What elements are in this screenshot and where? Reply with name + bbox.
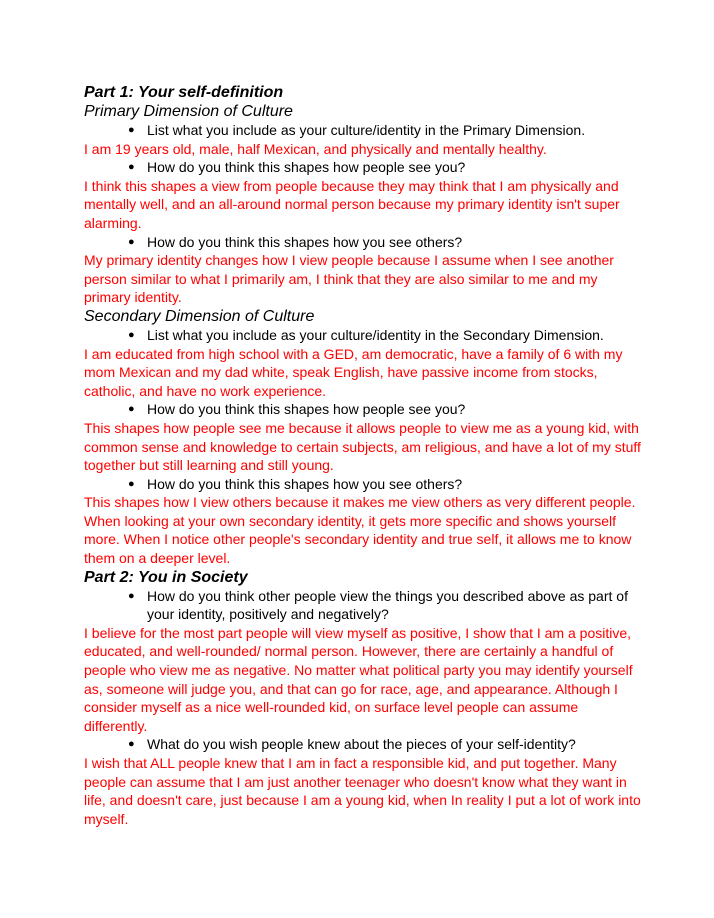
primary-question-2	[84, 158, 644, 177]
question-text: List what you include as your culture/identity in the Primary Dimension.	[147, 122, 586, 138]
part2-title: Part 2: You in Society	[84, 568, 248, 586]
secondary-answer-1: I am educated from high school with a GED, am democratic, have a family of 6 with my mom Mexican and my dad white, speak English, have passive income from stocks, catholic, and have no work experience.	[84, 345, 623, 399]
question-text: How do you think other people view the things you described above as part of your identity, positively and negatively?	[147, 587, 628, 623]
question-text: How do you think this shapes how you see others?	[147, 233, 463, 250]
secondary-dimension-heading: Secondary Dimension of Culture	[84, 307, 315, 325]
secondary-question-1	[84, 326, 644, 345]
society-question-2	[84, 735, 644, 754]
society-answer-2: I wish that ALL people knew that I am in fact a responsible kid, and put together. Many people can assume that I am just another teenager who doesn't know what they want in life, and doesn't care, just because I am a young kid, when In reality I put a lot of work into myself.	[84, 755, 641, 827]
bullet-icon: ●	[128, 235, 135, 248]
secondary-question-2	[84, 400, 644, 419]
bullet-icon: ●	[128, 738, 135, 751]
secondary-question-3	[84, 475, 644, 494]
primary-dimension-heading: Primary Dimension of Culture	[84, 103, 293, 120]
question-text: What do you wish people knew about the pieces of your self-identity?	[147, 736, 576, 753]
primary-answer-3: My primary identity changes how I view people because I assume when I see another person similar to what I primarily am, I think that they are also similar to me and my primary identity.	[84, 252, 614, 306]
question-text: List what you include as your culture/identity in the Secondary Dimension.	[147, 326, 604, 343]
society-answer-1: I believe for the most part people will view myself as positive, I show that I am a positive, educated, and well-rounded/ normal person. However, there are certainly a handful of people who view me as negative. No matter what political party you may identify yourself as, someone will judge you, and that can go for race, age, and appearance. Although I consider myself as a nice well-rounded kid, on surface level people can assume differently.	[84, 624, 633, 734]
part1-title: Part 1: Your self-definition	[84, 84, 284, 101]
bullet-icon: ●	[128, 124, 135, 136]
bullet-icon: ●	[128, 477, 135, 490]
primary-answer-2: I think this shapes a view from people because they may think that I am physically and mentally well, and an all-around normal person because my primary identity isn't super alarming.	[84, 177, 620, 231]
society-question-1	[84, 587, 644, 624]
bullet-icon: ●	[128, 328, 135, 341]
primary-question-3	[84, 233, 644, 252]
primary-answer-1: I am 19 years old, male, half Mexican, and physically and mentally healthy.	[84, 140, 547, 157]
secondary-answer-3: This shapes how I view others because it makes me view others as very different people. When looking at your own secondary identity, it gets more specific and shows yourself more. When I notice other people's secondary identity and true self, it allows me to know them on a deeper level.	[84, 494, 636, 567]
document-page	[84, 83, 644, 828]
question-text: How do you think this shapes how you see others?	[147, 475, 463, 492]
primary-question-1	[84, 121, 644, 140]
bullet-icon: ●	[128, 161, 135, 174]
question-text: How do you think this shapes how people see you?	[147, 159, 466, 176]
secondary-answer-2: This shapes how people see me because it allows people to view me as a young kid, with common sense and knowledge to certain subjects, am religious, and have a lot of my stuff together but still learning and still young.	[84, 419, 641, 474]
question-text: How do you think this shapes how people see you?	[147, 401, 466, 418]
bullet-icon: ●	[128, 589, 135, 602]
bullet-icon: ●	[128, 403, 135, 416]
